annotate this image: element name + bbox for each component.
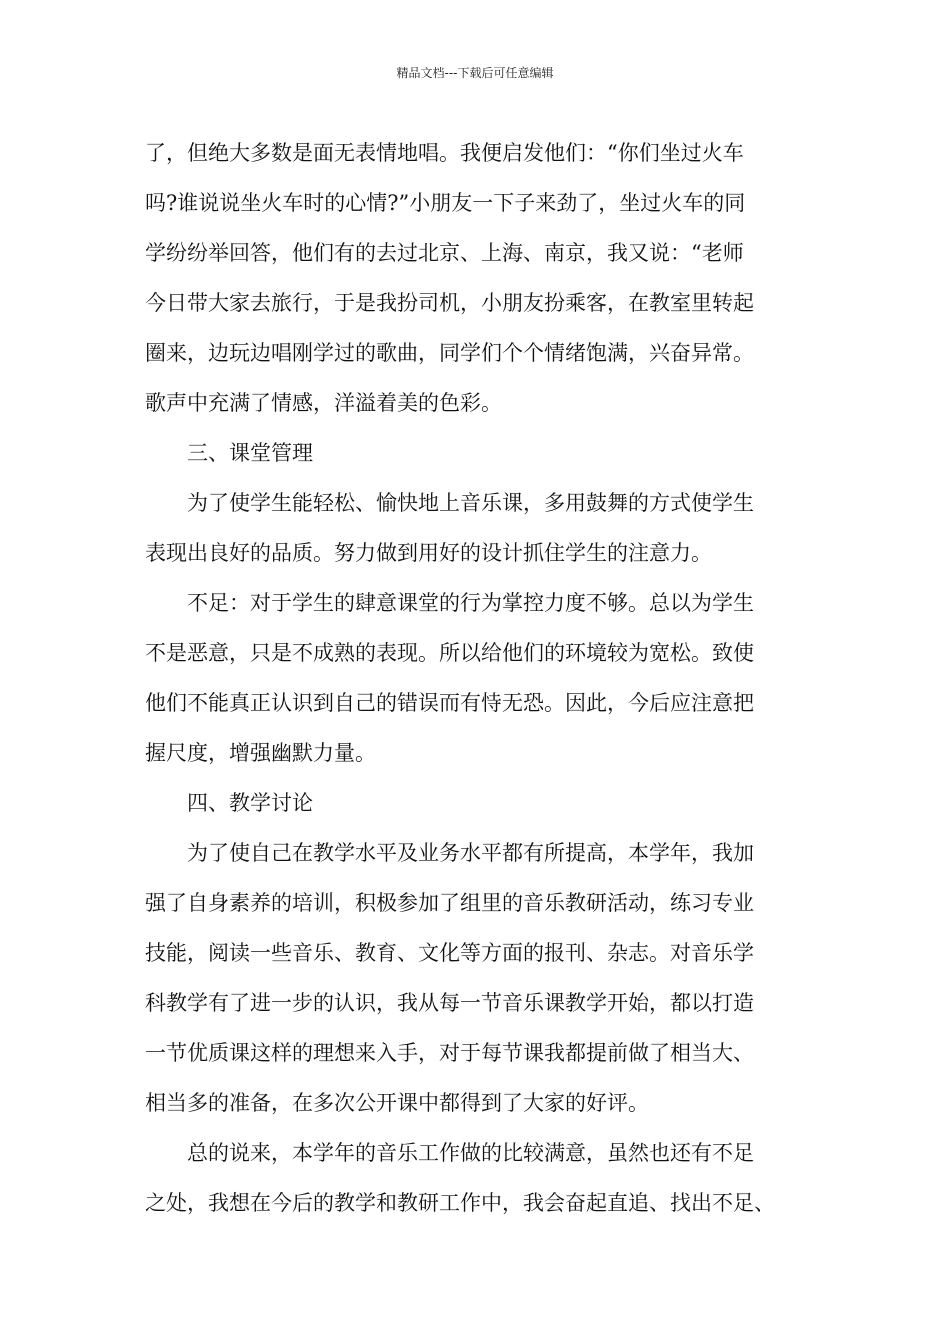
text-line: 吗?谁说说坐火车时的心情?”小朋友一下子来劲了，坐过火车的同: [145, 191, 746, 215]
text-line: 总的说来，本学年的音乐工作做的比较满意，虽然也还有不足: [145, 1141, 754, 1165]
text-line: 技能，阅读一些音乐、教育、文化等方面的报刊、杂志。对音乐学: [145, 941, 754, 965]
section-heading: 三、课堂管理: [145, 441, 313, 465]
page-header: 精品文档---下载后可任意编辑: [396, 66, 554, 80]
text-line: 科教学有了进一步的认识，我从每一节音乐课教学开始，都以打造: [145, 991, 754, 1015]
text-line: 为了使自己在教学水平及业务水平都有所提高，本学年，我加: [145, 841, 754, 865]
text-line: 圈来，边玩边唱刚学过的歌曲，同学们个个情绪饱满，兴奋异常。: [145, 341, 754, 365]
text-line: 一节优质课这样的理想来入手，对于每节课我都提前做了相当大、: [145, 1041, 754, 1065]
text-line: 歌声中充满了情感，洋溢着美的色彩。: [145, 391, 502, 415]
text-line: 相当多的准备，在多次公开课中都得到了大家的好评。: [145, 1091, 649, 1115]
document-body: [145, 128, 825, 1228]
text-line: 他们不能真正认识到自己的错误而有恃无恐。因此，今后应注意把: [145, 691, 754, 715]
text-line: 今日带大家去旅行，于是我扮司机，小朋友扮乘客，在教室里转起: [145, 291, 754, 315]
text-line: 为了使学生能轻松、愉快地上音乐课，多用鼓舞的方式使学生: [145, 491, 754, 515]
text-line: 表现出良好的品质。努力做到用好的设计抓住学生的注意力。: [145, 541, 712, 565]
text-line: 强了自身素养的培训，积极参加了组里的音乐教研活动，练习专业: [145, 891, 754, 915]
text-line: 了，但绝大多数是面无表情地唱。我便启发他们：“你们坐过火车: [145, 141, 744, 165]
text-line: 学纷纷举回答，他们有的去过北京、上海、南京，我又说：“老师: [145, 241, 744, 265]
text-line: 握尺度，增强幽默力量。: [145, 741, 376, 765]
text-line: 之处，我想在今后的教学和教研工作中，我会奋起直追、找出不足、: [145, 1191, 775, 1215]
text-line: 不是恶意，只是不成熟的表现。所以给他们的环境较为宽松。致使: [145, 641, 754, 665]
text-line: 不足：对于学生的肆意课堂的行为掌控力度不够。总以为学生: [145, 591, 754, 615]
section-heading: 四、教学讨论: [145, 791, 313, 815]
